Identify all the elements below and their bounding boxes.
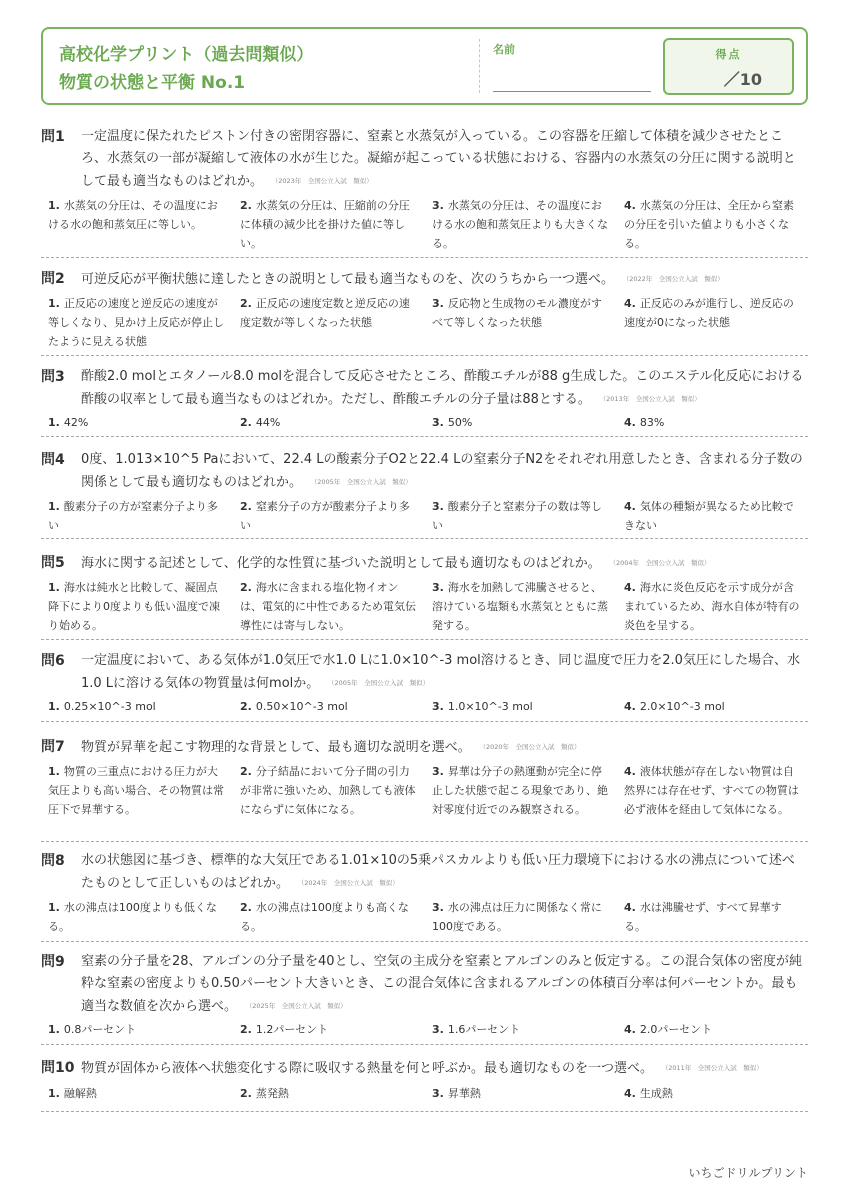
choice-1[interactable]: 1. 水蒸気の分圧は、その温度における水の飽和蒸気圧に等しい。	[48, 199, 218, 231]
footer-brand: いちごドリルプリント	[688, 1166, 808, 1180]
choice-2[interactable]: 2. 44%	[240, 416, 281, 429]
name-field[interactable]	[493, 41, 653, 57]
question-number: 問9	[41, 954, 65, 970]
header-divider	[479, 39, 480, 93]
choice-4[interactable]: 4. 83%	[624, 416, 665, 429]
choice-3[interactable]: 3. 昇華は分子の熱運動が完全に停止した状態で起こる現象であり、絶対零度付近でのみ観察される。	[432, 765, 608, 816]
choice-1[interactable]: 1. 海水は純水と比較して、凝固点降下により0度よりも低い温度で凍り始める。	[48, 581, 220, 632]
choice-2[interactable]: 2. 1.2パーセント	[240, 1023, 329, 1036]
worksheet-header	[41, 27, 808, 105]
choice-4[interactable]: 4. 2.0パーセント	[624, 1023, 713, 1036]
question-source: （2005年 全国公立入試 類似）	[314, 478, 412, 486]
question-text: 海水に関する記述として、化学的な性質に基づいた説明として最も適切なものはどれか。 （2004年 全国公立入試 類似）	[81, 556, 711, 571]
question-5	[41, 552, 808, 640]
question-10	[41, 1057, 808, 1112]
question-source: （2005年 全国公立入試 類似）	[331, 679, 430, 687]
choice-2[interactable]: 2. 海水に含まれる塩化物イオンは、電気的に中性であるため電気伝導性には寄与しない。	[240, 581, 416, 632]
choice-4[interactable]: 4. 正反応のみが進行し、逆反応の速度が0になった状態	[624, 297, 794, 329]
worksheet-subtitle: 物質の状態と平衡 No.1	[59, 73, 246, 93]
choice-3[interactable]: 3. 海水を加熱して沸騰させると、溶けている塩類も水蒸気とともに蒸発する。	[432, 581, 608, 632]
score-value: ／10	[723, 70, 762, 89]
question-2	[41, 268, 808, 356]
choice-4[interactable]: 4. 海水に炎色反応を示す成分が含まれているため、海水自体が特有の炎色を呈する。	[624, 581, 800, 632]
question-4	[41, 449, 808, 539]
question-text: 窒素の分子量を28、アルゴンの分子量を40とし、空気の主成分を窒素とアルゴンのみと仮定する。この混合気体の密度が純粋な窒素の密度よりも0.50パーセント大きいとき、この混合気体に含まれるアルゴンの体積百分率は何パーセントか。最も適当な数値を次から選べ。 （2025年 全国公立入試 類似）	[81, 954, 803, 1014]
name-label: 名前	[493, 43, 515, 56]
score-box	[663, 38, 794, 95]
question-3	[41, 366, 808, 437]
question-text: 物質が固体から液体へ状態変化する際に吸収する熱量を何と呼ぶか。最も適切なものを一つ選べ。 （2011年 全国公立入試 類似）	[81, 1061, 763, 1076]
choice-1[interactable]: 1. 酸素分子の方が窒素分子より多い	[48, 500, 218, 532]
worksheet-title: 高校化学プリント（過去問類似）	[59, 45, 314, 65]
choice-3[interactable]: 3. 1.6パーセント	[432, 1023, 521, 1036]
question-text: 可逆反応が平衡状態に達したときの説明として最も適当なものを、次のうちから一つ選べ。 （2022年 全国公立入試 類似）	[81, 272, 724, 287]
question-text: 0度、1.013×10^5 Paにおいて、22.4 Lの酸素分子O2と22.4 Lの窒素分子N2をそれぞれ用意したとき、含まれる分子数の関係として最も適切なものはどれか。 （2005年 全国公立入試 類似）	[81, 452, 803, 490]
question-number: 問1	[41, 129, 65, 145]
choice-2[interactable]: 2. 水蒸気の分圧は、圧縮前の分圧に体積の減少比を掛けた値に等しい。	[240, 199, 410, 250]
choice-3[interactable]: 3. 50%	[432, 416, 473, 429]
question-number: 問8	[41, 853, 65, 869]
question-number: 問2	[41, 271, 65, 287]
question-source: （2004年 全国公立入試 類似）	[612, 559, 711, 567]
choice-3[interactable]: 3. 昇華熱	[432, 1087, 481, 1100]
choice-4[interactable]: 4. 気体の種類が異なるため比較できない	[624, 500, 794, 532]
choice-1[interactable]: 1. 42%	[48, 416, 89, 429]
choice-2[interactable]: 2. 窒素分子の方が酸素分子より多い	[240, 500, 410, 532]
choice-3[interactable]: 3. 水の沸点は圧力に関係なく常に100度である。	[432, 901, 602, 933]
choice-4[interactable]: 4. 生成熱	[624, 1087, 673, 1100]
choice-1[interactable]: 1. 0.25×10^-3 mol	[48, 700, 156, 713]
choice-1[interactable]: 1. 融解熱	[48, 1087, 97, 1100]
question-number: 問3	[41, 369, 65, 385]
question-source: （2024年 全国公立入試 類似）	[301, 879, 399, 887]
name-underline	[493, 91, 651, 92]
question-source: （2011年 全国公立入試 類似）	[665, 1064, 763, 1072]
question-number: 問4	[41, 452, 65, 468]
score-label: 得点	[715, 48, 742, 61]
question-number: 問5	[41, 555, 65, 571]
title-block	[59, 41, 313, 97]
question-text: 一定温度に保たれたピストン付きの密閉容器に、窒素と水蒸気が入っている。この容器を圧縮して体積を減少させたところ、水蒸気の一部が凝縮して液体の水が生じた。凝縮が起こっている状態における、容器内の水蒸気の分圧に関する説明として最も適当なものはどれか。 （2023年 全国公立入試 類似）	[81, 129, 796, 189]
choice-1[interactable]: 1. 0.8パーセント	[48, 1023, 137, 1036]
question-source: （2022年 全国公立入試 類似）	[626, 275, 724, 283]
question-source: （2020年 全国公立入試 類似）	[482, 743, 581, 751]
question-number: 問6	[41, 653, 65, 669]
question-number: 問10	[41, 1060, 75, 1076]
question-7	[41, 736, 808, 842]
choice-4[interactable]: 4. 2.0×10^-3 mol	[624, 700, 725, 713]
choice-3[interactable]: 3. 反応物と生成物のモル濃度がすべて等しくなった状態	[432, 297, 602, 329]
choice-2[interactable]: 2. 分子結晶において分子間の引力が非常に強いため、加熱しても液体にならずに気体になる。	[240, 765, 416, 816]
question-6	[41, 650, 808, 722]
question-9	[41, 951, 808, 1045]
choice-2[interactable]: 2. 蒸発熱	[240, 1087, 289, 1100]
choice-1[interactable]: 1. 正反応の速度と逆反応の速度が等しくなり、見かけ上反応が停止したように見える状態	[48, 297, 224, 348]
question-1	[41, 126, 808, 258]
choice-2[interactable]: 2. 0.50×10^-3 mol	[240, 700, 348, 713]
question-number: 問7	[41, 739, 65, 755]
question-source: （2013年 全国公立入試 類似）	[602, 395, 701, 403]
question-source: （2025年 全国公立入試 類似）	[249, 1002, 347, 1010]
choice-3[interactable]: 3. 酸素分子と窒素分子の数は等しい	[432, 500, 602, 532]
question-8	[41, 850, 808, 942]
choice-3[interactable]: 3. 水蒸気の分圧は、その温度における水の飽和蒸気圧よりも大きくなる。	[432, 199, 608, 250]
choice-4[interactable]: 4. 水は沸騰せず、すべて昇華する。	[624, 901, 782, 933]
choice-2[interactable]: 2. 水の沸点は100度よりも高くなる。	[240, 901, 409, 933]
choice-3[interactable]: 3. 1.0×10^-3 mol	[432, 700, 533, 713]
question-source: （2023年 全国公立入試 類似）	[275, 177, 373, 185]
question-text: 一定温度において、ある気体が1.0気圧で水1.0 Lに1.0×10^-3 mol溶けるとき、同じ温度で圧力を2.0気圧にした場合、水1.0 Lに溶ける気体の物質量は何molか。 （2005年 全国公立入試 類似）	[81, 653, 800, 691]
choice-1[interactable]: 1. 物質の三重点における圧力が大気圧よりも高い場合、その物質は常圧下で昇華する。	[48, 765, 224, 816]
choice-1[interactable]: 1. 水の沸点は100度よりも低くなる。	[48, 901, 217, 933]
question-text: 物質が昇華を起こす物理的な背景として、最も適切な説明を選べ。 （2020年 全国公立入試 類似）	[81, 740, 581, 755]
choice-4[interactable]: 4. 水蒸気の分圧は、全圧から窒素の分圧を引いた値よりも小さくなる。	[624, 199, 794, 250]
choice-4[interactable]: 4. 液体状態が存在しない物質は自然界には存在せず、すべての物質は必ず液体を経由して気体になる。	[624, 765, 799, 816]
question-text: 酢酸2.0 molとエタノール8.0 molを混合して反応させたところ、酢酸エチルが88 g生成した。このエステル化反応における酢酸の収率として最も適当なものはどれか。ただし、酢酸エチルの分子量は88とする。 （2013年 全国公立入試 類似）	[81, 369, 804, 407]
choice-2[interactable]: 2. 正反応の速度定数と逆反応の速度定数が等しくなった状態	[240, 297, 410, 329]
question-text: 水の状態図に基づき、標準的な大気圧である1.01×10の5乗パスカルよりも低い圧力環境下における水の沸点について述べたものとして正しいものはどれか。 （2024年 全国公立入試 類似）	[81, 853, 795, 891]
